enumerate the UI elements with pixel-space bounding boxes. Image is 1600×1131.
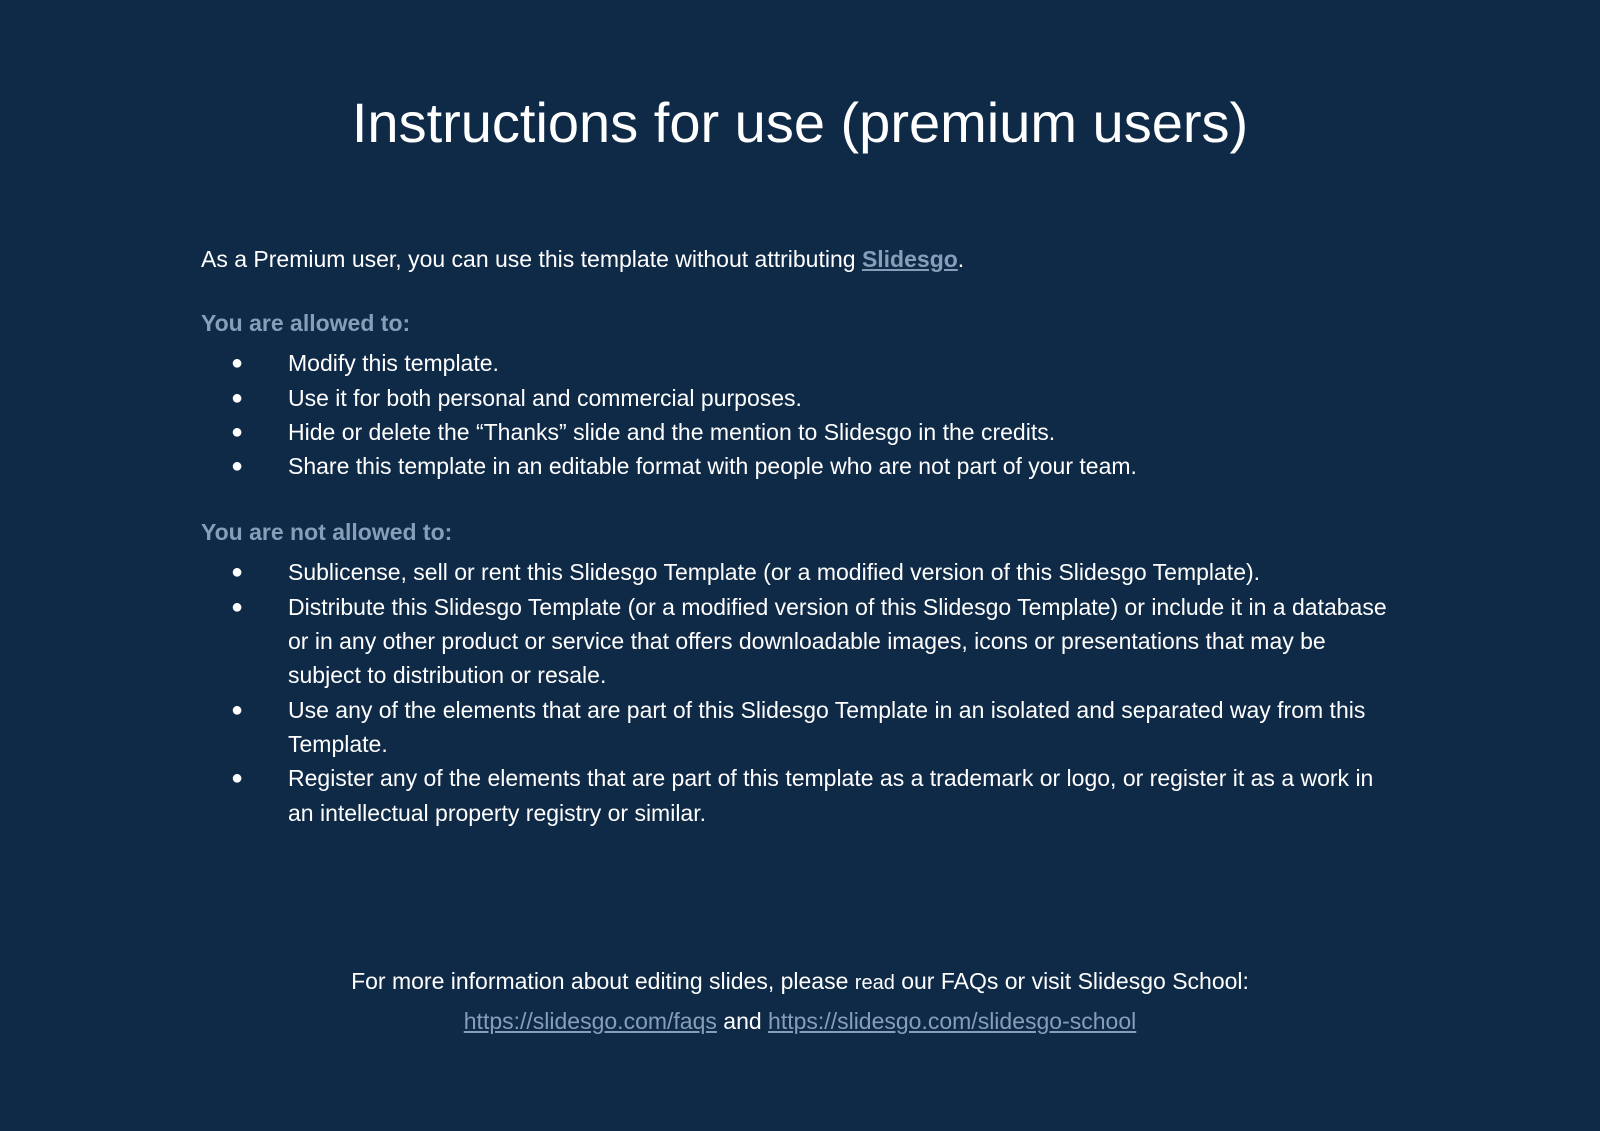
list-item (201, 415, 1401, 449)
list-item-text: Use it for both personal and commercial purposes. (288, 384, 802, 411)
list-item (201, 381, 1401, 415)
footer-info (0, 962, 1600, 1040)
bullet-icon: ● (231, 561, 244, 584)
list-item-text: Use any of the elements that are part of this Slidesgo Template in an isolated and separated way from this Template. (288, 696, 1366, 757)
footer-line-2 (0, 1002, 1600, 1040)
list-item-text: Modify this template. (288, 350, 499, 377)
footer-line-1 (0, 962, 1600, 1002)
allowed-list (201, 346, 1401, 483)
faq-link[interactable]: https://slidesgo.com/faqs (463, 1008, 717, 1034)
list-item (201, 761, 1401, 830)
list-item-text: Register any of the elements that are part of this template as a trademark or logo, or register it as a work in an intellectual property registry or similar. (288, 765, 1374, 826)
bullet-icon: ● (231, 455, 244, 478)
slide-body (201, 242, 1401, 864)
list-item (201, 693, 1401, 762)
list-item-text: Sublicense, sell or rent this Slidesgo Template (or a modified version of this Slidesgo Template). (288, 559, 1261, 586)
allowed-heading: You are allowed to: (201, 310, 411, 337)
bullet-icon: ● (231, 420, 244, 443)
bullet-icon: ● (231, 595, 244, 618)
list-item-text: Distribute this Slidesgo Template (or a modified version of this Slidesgo Template) or include it in a database or in any other product or service that offers downloadable images, icons or presentations that may be subject to distribution or resale. (288, 593, 1387, 689)
intro-paragraph (201, 242, 1401, 276)
not-allowed-heading: You are not allowed to: (201, 519, 453, 546)
list-item-text: Share this template in an editable format with people who are not part of your team. (288, 453, 1137, 480)
intro-period: . (957, 246, 965, 272)
bullet-icon: ● (231, 386, 244, 409)
footer-text: For more information about editing slides, please (351, 968, 855, 994)
bullet-icon: ● (231, 698, 244, 721)
footer-text: our FAQs or visit Slidesgo School: (894, 968, 1249, 994)
list-item (201, 555, 1401, 589)
list-item (201, 590, 1401, 693)
list-item-text: Hide or delete the “Thanks” slide and the mention to Slidesgo in the credits. (288, 418, 1056, 445)
footer-text-small: read (854, 972, 895, 994)
footer-connector: and (716, 1008, 769, 1034)
intro-text: As a Premium user, you can use this template without attributing (201, 246, 862, 272)
school-link[interactable]: https://slidesgo.com/slidesgo-school (768, 1008, 1137, 1034)
bullet-icon: ● (231, 767, 244, 790)
not-allowed-list (201, 555, 1401, 829)
slide-title: Instructions for use (premium users) (351, 91, 1249, 154)
list-item (201, 346, 1401, 380)
slidesgo-link[interactable]: Slidesgo (861, 246, 958, 272)
bullet-icon: ● (231, 352, 244, 375)
list-item (201, 449, 1401, 483)
